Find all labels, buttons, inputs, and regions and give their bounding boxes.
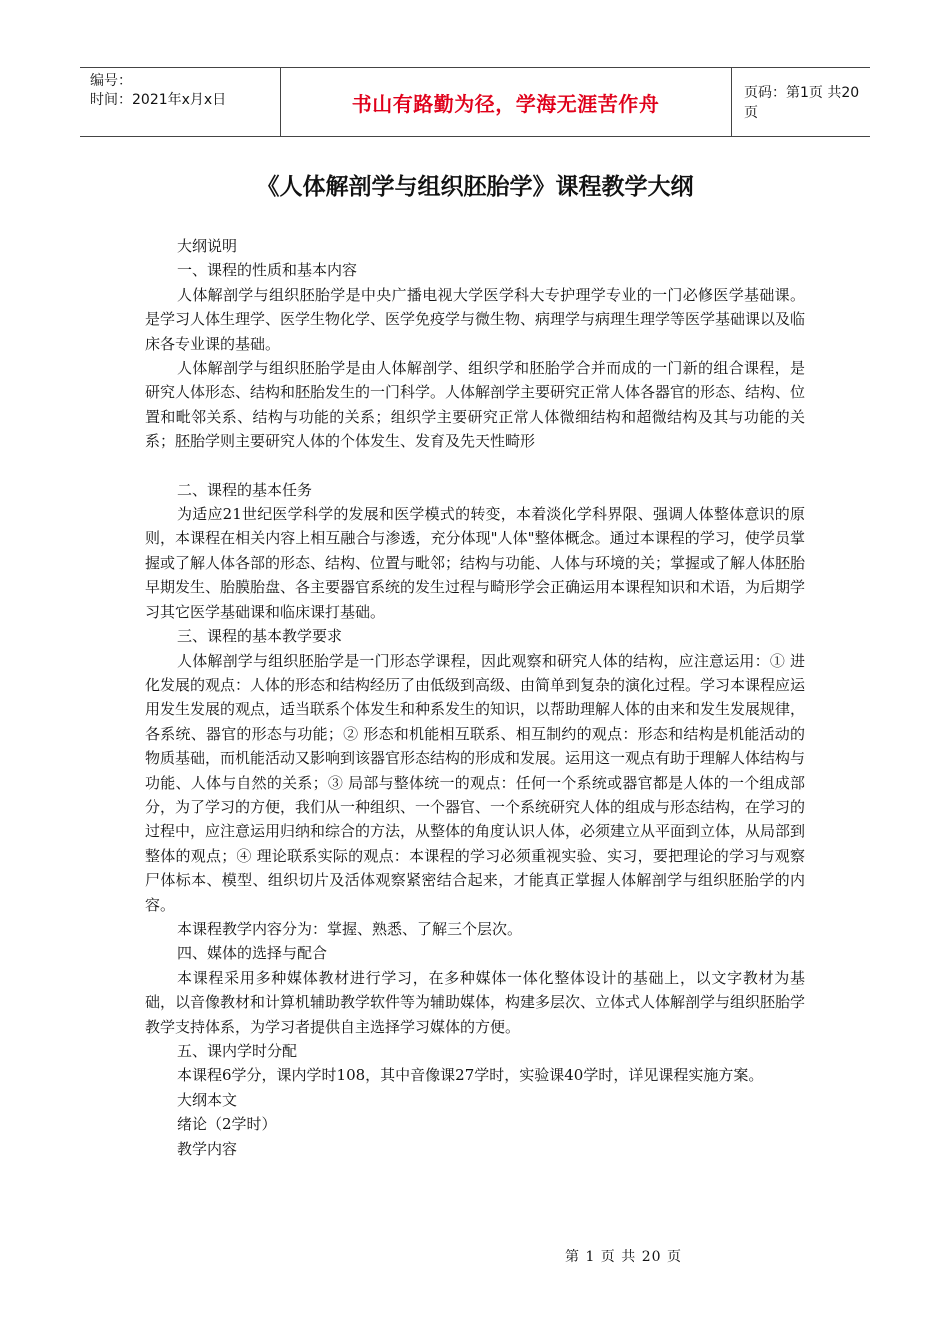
section-4-paragraph-1: 本课程采用多种媒体教材进行学习，在多种媒体一体化整体设计的基础上，以文字教材为基础，以音像教材和计算机辅助教学软件等为辅助媒体，构建多层次、立体式人体解剖学与组织胚胎学教学支持体系，为学习者提供自主选择学习媒体的方便。: [145, 968, 806, 1036]
section-1-paragraph-1: 人体解剖学与组织胚胎学是中央广播电视大学医学科大专护理学专业的一门必修医学基础课。是学习人体生理学、医学生物化学、医学免疫学与微生物、病理学与病理生理学等医学基础课以及临床各专业课的基础。: [145, 285, 806, 353]
section-3-heading: 三、课程的基本教学要求: [177, 627, 343, 646]
number-label: 编号：: [90, 73, 132, 89]
section-2-paragraph-1: 为适应21世纪医学科学的发展和医学模式的转变，本着淡化学科界限、强调人体整体意识的原则，本课程在相关内容上相互融合与渗透，充分体现"人体"整体概念。通过本课程的学习，使学员掌握或了解人体各部的形态、结构、位置与毗邻；结构与功能、人体与环境的关；掌握或了解人体胚胎早期发生、胎膜胎盘、各主要器官系统的发生过程与畸形学会正确运用本课程知识和术语，为后期学习其它医学基础课和临床课打基础。: [145, 505, 806, 621]
section-1-paragraph-2: 人体解剖学与组织胚胎学是由人体解剖学、组织学和胚胎学合并而成的一门新的组合课程，是研究人体形态、结构和胚胎发生的一门科学。人体解剖学主要研究正常人体各器官的形态、结构、位置和毗邻关系、结构与功能的关系；组织学主要研究正常人体微细结构和超微结构及其与功能的关系；胚胎学则主要研究人体的个体发生、发育及先天性畸形: [145, 359, 806, 451]
section-2-heading: 二、课程的基本任务: [177, 480, 313, 499]
introduction-heading: 绪论（2学时）: [177, 1115, 277, 1134]
document-header: [80, 67, 870, 137]
motto-text: 书山有路勤为径，学海无涯苦作舟: [351, 91, 660, 116]
page-info: 页码：第1页 共20页: [744, 85, 860, 121]
section-5-heading: 五、课内学时分配: [177, 1042, 298, 1060]
document-body: [145, 234, 805, 1161]
section-5-paragraph-1: 本课程6学分，课内学时108，其中音像课27学时，实验课40学时，详见课程实施方案。: [177, 1066, 764, 1085]
header-motto-cell: [280, 68, 732, 136]
outline-note-heading: 大纲说明: [177, 237, 238, 255]
main-text-heading: 大纲本文: [177, 1090, 238, 1109]
teaching-content-heading: 教学内容: [177, 1139, 238, 1158]
page-footer: 第 1 页 共 20 页: [565, 1249, 682, 1265]
time-label: 时间：2021年x月x日: [90, 92, 227, 108]
section-3-paragraph-2: 本课程教学内容分为：掌握、熟悉、了解三个层次。: [177, 919, 523, 938]
header-page-cell: [732, 68, 870, 136]
header-info-cell: [80, 68, 281, 136]
section-4-heading: 四、媒体的选择与配合: [177, 944, 328, 963]
document-title: 《人体解剖学与组织胚胎学》课程教学大纲: [256, 174, 694, 200]
paragraph-gap: [145, 454, 805, 478]
section-3-paragraph-1: 人体解剖学与组织胚胎学是一门形态学课程，因此观察和研究人体的结构，应注意运用：① 进化发展的观点：人体的形态和结构经历了由低级到高级、由简单到复杂的演化过程。学习本课程应运用发生发展的观点，适当联系个体发生和种系发生的知识，以帮助理解人体的由来和发生发展规律，各系统、器官的形态与功能；② 形态和机能相互联系、相互制约的观点：形态和结构是机能活动的物质基础，而机能活动又影响到该器官形态结构的形成和发展。运用这一观点有助于理解人体结构与功能、人体与自然的关系；③ 局部与整体统一的观点：任何一个系统或器官都是人体的一个组成部分，为了学习的方便，我们从一种组织、一个器官、一个系统研究人体的组成与形态结构，在学习的过程中，应注意运用归纳和综合的方法，从整体的角度认识人体，必须建立从平面到立体，从局部到整体的观点；④ 理论联系实际的观点：本课程的学习必须重视实验、实习，要把理论的学习与观察尸体标本、模型、组织切片及活体观察紧密结合起来，才能真正掌握人体解剖学与组织胚胎学的内容。: [145, 651, 806, 914]
section-1-heading: 一、课程的性质和基本内容: [177, 261, 358, 280]
